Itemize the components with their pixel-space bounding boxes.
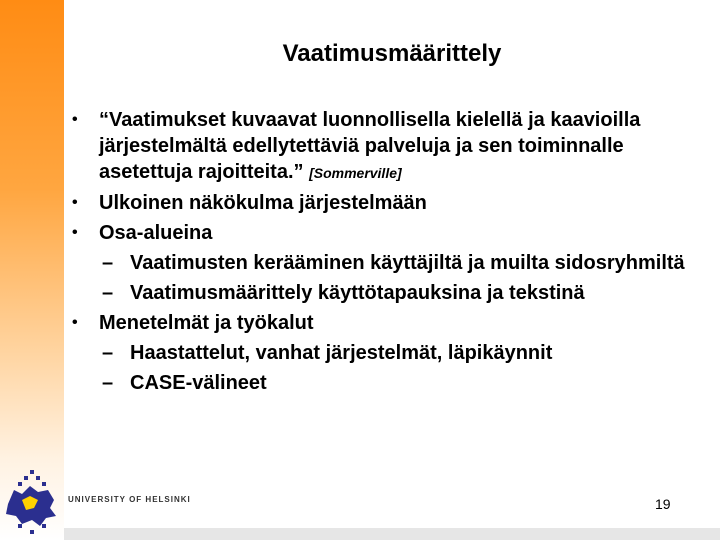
sub-bullet-item — [72, 250, 708, 276]
bullet-text: Menetelmät ja työkalut — [99, 312, 314, 334]
university-name: UNIVERSITY OF HELSINKI — [68, 495, 191, 504]
bullet-item — [72, 190, 708, 216]
sub-bullet-text: Haastattelut, vanhat järjestelmät, läpikäynnit — [130, 342, 553, 364]
dash-symbol: – — [102, 372, 114, 394]
citation: [Sommerville] — [309, 165, 402, 181]
bullet-symbol: • — [72, 111, 78, 128]
dash-symbol: – — [102, 282, 114, 304]
bullet-text: Ulkoinen näkökulma järjestelmään — [99, 192, 427, 214]
slide-title: Vaatimusmäärittely — [282, 40, 502, 67]
slide-content — [72, 107, 708, 400]
dash-symbol: – — [102, 252, 114, 274]
bullet-item — [72, 220, 708, 246]
bullet-item — [72, 310, 708, 336]
bullet-symbol: • — [72, 194, 78, 211]
university-logo-icon — [0, 460, 64, 540]
orange-sidebar — [0, 0, 64, 540]
sub-bullet-item — [72, 370, 708, 396]
sub-bullet-text: Vaatimusmäärittely käyttötapauksina ja tekstinä — [130, 282, 585, 304]
bullet-item — [72, 107, 708, 186]
bullet-symbol: • — [72, 314, 78, 331]
sub-bullet-item — [72, 280, 708, 306]
sub-bullet-text: Vaatimusten kerääminen käyttäjiltä ja muilta sidosryhmiltä — [130, 252, 685, 274]
page-number: 19 — [655, 496, 671, 512]
bullet-symbol: • — [72, 224, 78, 241]
bullet-text: Osa-alueina — [99, 222, 213, 244]
sub-bullet-text: CASE-välineet — [130, 372, 267, 394]
sub-bullet-item — [72, 340, 708, 366]
bullet-text: “Vaatimukset kuvaavat luonnollisella kielellä ja kaavioilla järjestelmältä edellytettäviä palveluja ja sen toiminnalle asetettuja rajoitteita.” — [99, 109, 641, 183]
dash-symbol: – — [102, 342, 114, 364]
footer-band — [64, 528, 720, 540]
